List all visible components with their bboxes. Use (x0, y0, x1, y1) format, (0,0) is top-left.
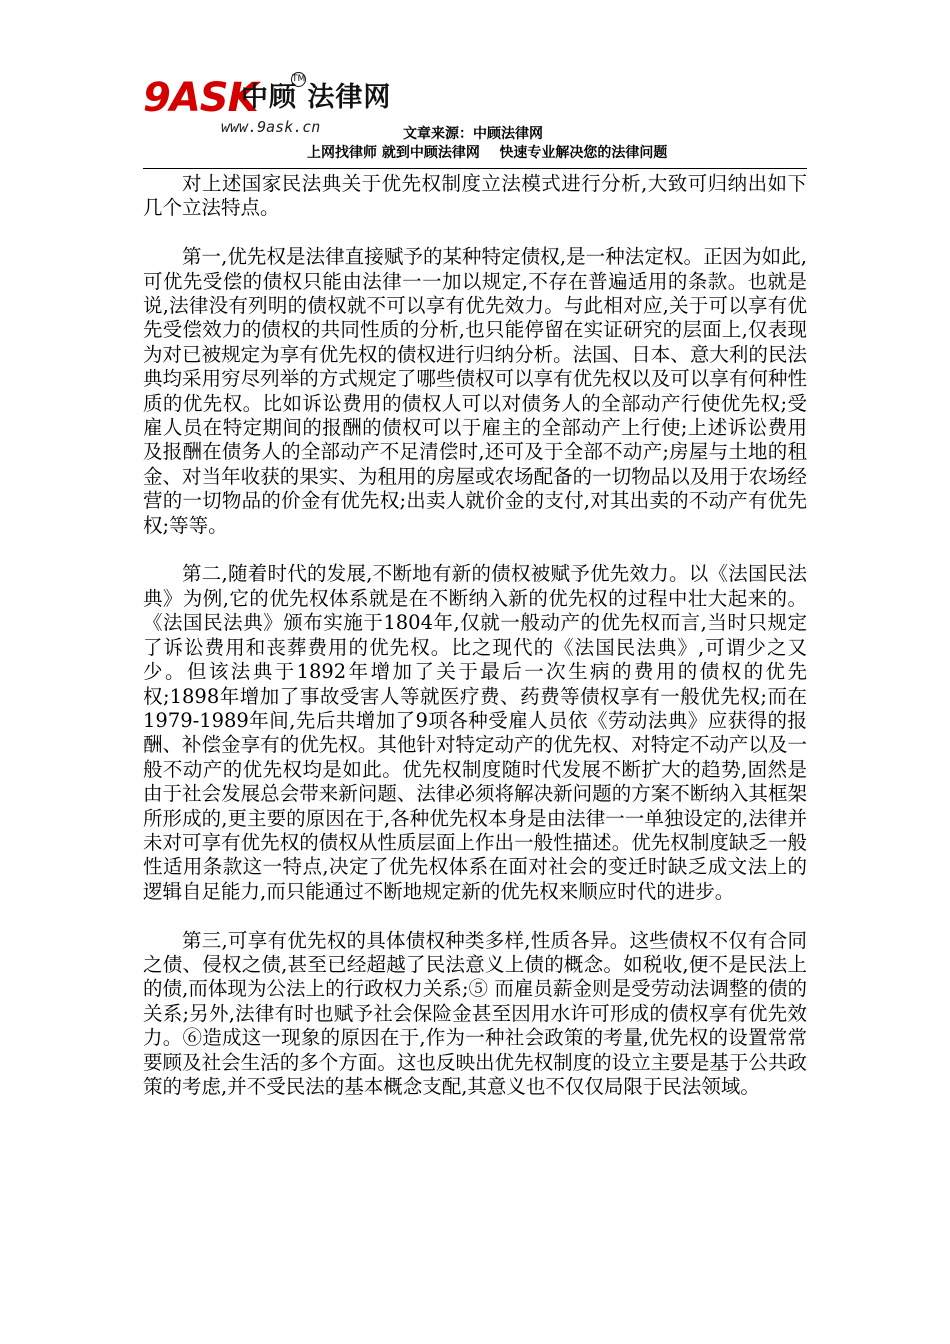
logo-url: www.9ask.cn (221, 118, 321, 136)
header-slogan: 上网找律师 就到中顾法律网 快速专业解决您的法律问题 (307, 145, 668, 161)
article-paragraph: 第二,随着时代的发展,不断地有新的债权被赋予优先效力。以《法国民法典》为例,它的优先权体系就是在不断纳入新的优先权的过程中壮大起来的。《法国民法典》颁布实施于1804年,仅就一般动产的优先权而言,当时只规定了诉讼费用和丧葬费用的优先权。比之现代的《法国民法典》,可谓少之又少。但该法典于1892年增加了关于最后一次生病的费用的债权的优先权;1898年增加了事故受害人等就医疗费、药费等债权享有一般优先权;而在1979-1989年间,先后共增加了9项各种受雇人员依《劳动法典》应获得的报酬、补偿金享有的优先权。其他针对特定动产的优先权、对特定不动产以及一般不动产的优先权均是如此。优先权制度随时代发展不断扩大的趋势,固然是由于社会发展总会带来新问题、法律必须将解决新问题的方案不断纳入其框架所形成的,更主要的原因在于,各种优先权本身是由法律一一单独设定的,法律并未对可享有优先权的债权从性质层面上作出一般性描述。优先权制度缺乏一般性适用条款这一特点,决定了优先权体系在面对社会的变迁时缺乏成文法上的逻辑自足能力,而只能通过不断地规定新的优先权来顺应时代的进步。 (143, 562, 807, 903)
logo-mark: 9ASK (143, 75, 258, 121)
article-paragraph: 第一,优先权是法律直接赋予的某种特定债权,是一种法定权。正因为如此,可优先受偿的债权只能由法律一一加以规定,不存在普遍适用的条款。也就是说,法律没有列明的债权就不可以享有优先效力。与此相对应,关于可以享有优先受偿效力的债权的共同性质的分析,也只能停留在实证研究的层面上,仅表现为对已被规定为享有优先权的债权进行归纳分析。法国、日本、意大利的民法典均采用穷尽列举的方式规定了哪些债权可以享有优先权以及可以享有何种性质的优先权。比如诉讼费用的债权人可以对债务人的全部动产行使优先权;受雇人员在特定期间的报酬的债权可以于雇主的全部动产上行使;上述诉讼费用及报酬在债务人的全部动产不足清偿时,还可及于全部不动产;房屋与土地的租金、对当年收获的果实、为租用的房屋或农场配备的一切物品以及用于农场经营的一切物品的价金有优先权;出卖人就价金的支付,对其出卖的不动产有优先权;等等。 (143, 245, 807, 537)
article-body (143, 172, 807, 1099)
logo-site-name: 中顾 法律网 (241, 82, 392, 113)
trademark-icon: TM (291, 72, 306, 87)
article-source: 文章来源：中顾法律网 (403, 126, 543, 142)
article-paragraph: 第三,可享有优先权的具体债权种类多样,性质各异。这些债权不仅有合同之债、侵权之债,甚至已经超越了民法意义上债的概念。如税收,便不是民法上的债,而体现为公法上的行政权力关系;⑤ 而雇员薪金则是受劳动法调整的债的关系;另外,法律有时也赋予社会保险金甚至因用水许可形成的债权享有优先效力。⑥造成这一现象的原因在于,作为一种社会政策的考量,优先权的设置常常要顾及社会生活的多个方面。这也反映出优先权制度的设立主要是基于公共政策的考虑,并不受民法的基本概念支配,其意义也不仅仅局限于民法领域。 (143, 928, 807, 1098)
header-divider (143, 168, 807, 169)
article-paragraph: 对上述国家民法典关于优先权制度立法模式进行分析,大致可归纳出如下几个立法特点。 (143, 172, 807, 220)
site-logo[interactable] (143, 70, 403, 140)
